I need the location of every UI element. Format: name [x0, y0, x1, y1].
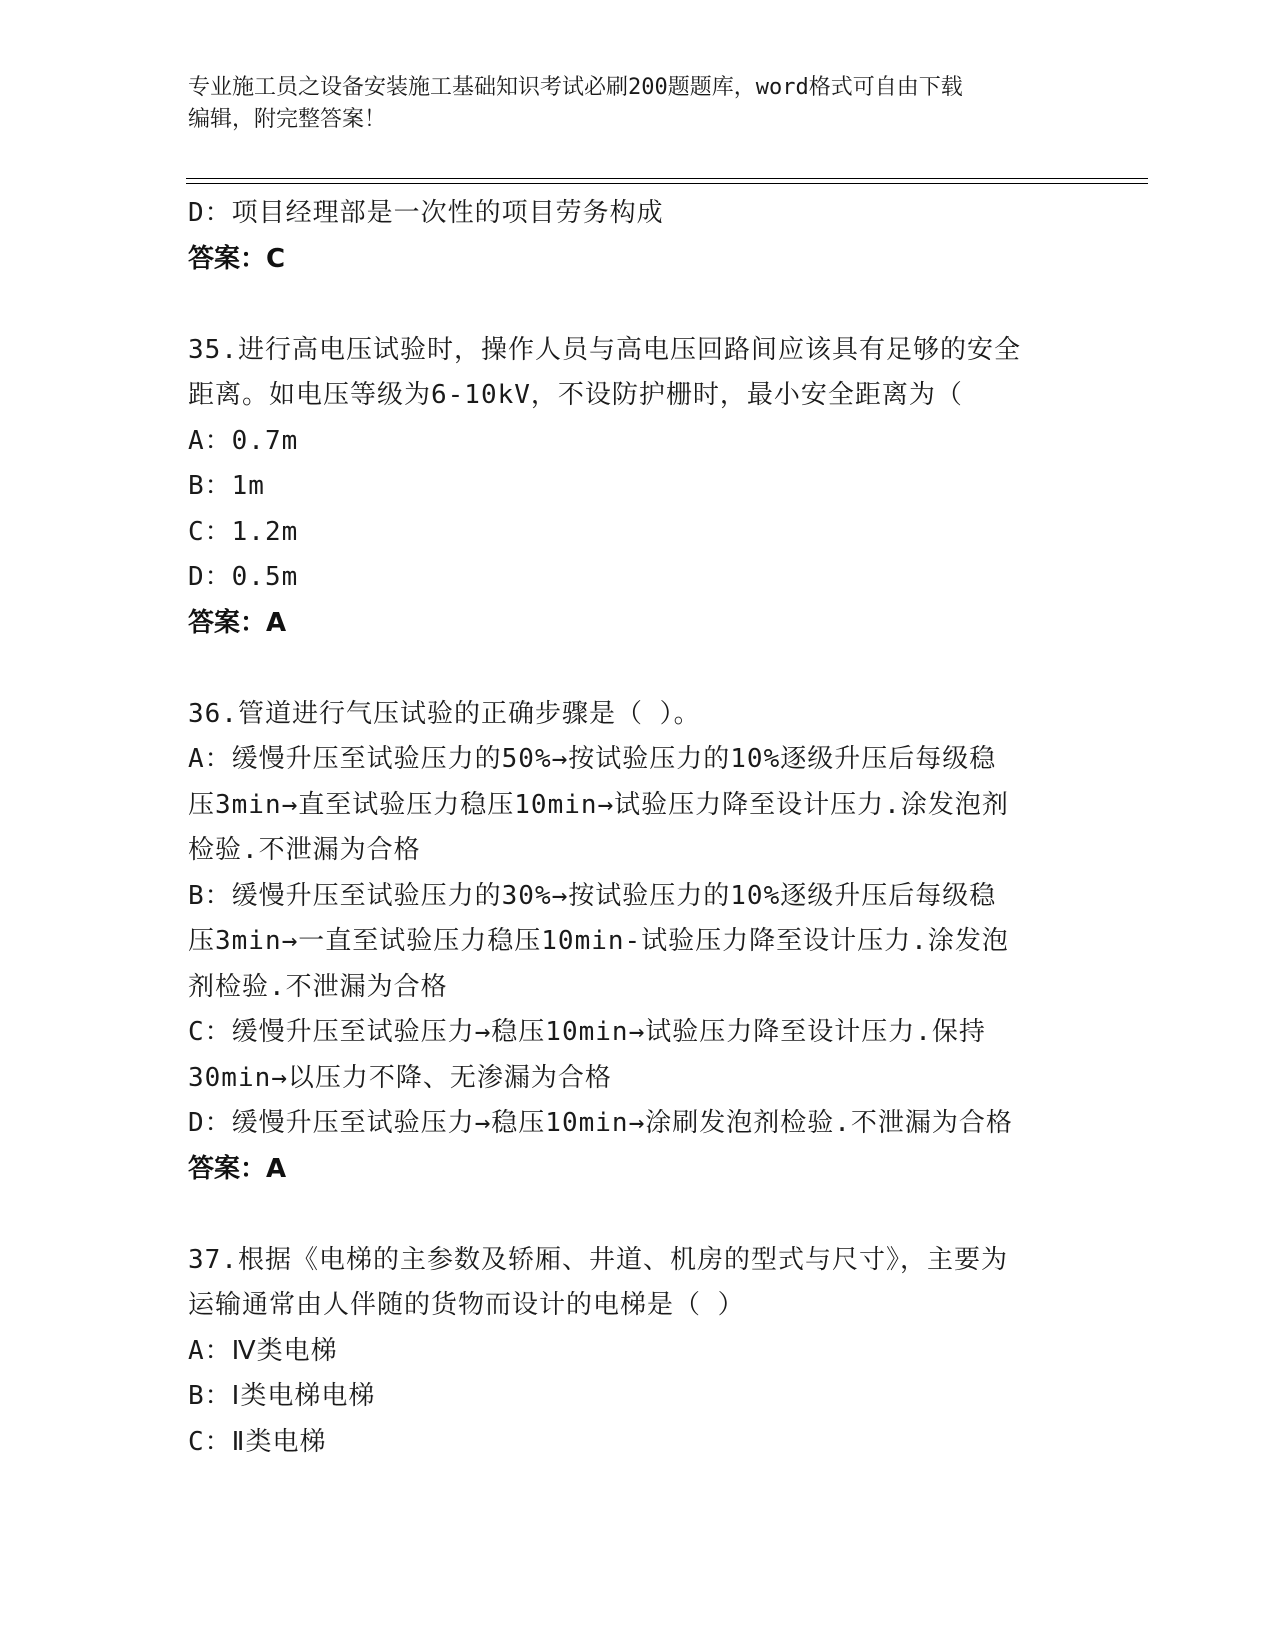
option-b-continued: 压3min→一直至试验压力稳压10min-试验压力降至设计压力.涂发泡	[188, 926, 1009, 956]
question-37	[188, 1238, 1088, 1466]
spacer	[188, 646, 1088, 692]
header-divider-top	[186, 178, 1148, 179]
spacer	[188, 1192, 1088, 1238]
option-a: A：Ⅳ类电梯	[188, 1335, 338, 1366]
question-stem: 37.根据《电梯的主参数及轿厢、井道、机房的型式与尺寸》，主要为	[188, 1244, 1008, 1275]
answer-line: 答案：A	[188, 1153, 287, 1184]
question-content	[188, 191, 1088, 1465]
option-c: C：Ⅱ类电梯	[188, 1426, 327, 1457]
answer-line: 答案：C	[188, 243, 286, 274]
header-divider-bottom	[186, 183, 1148, 184]
option-b: B：1m	[188, 471, 265, 501]
option-b: B：Ⅰ类电梯电梯	[188, 1381, 376, 1411]
header-title-line-2: 编辑，附完整答案！	[188, 107, 387, 132]
option-a: A：缓慢升压至试验压力的50%→按试验压力的10%逐级升压后每级稳	[188, 744, 997, 774]
option-b: B：缓慢升压至试验压力的30%→按试验压力的10%逐级升压后每级稳	[188, 880, 997, 911]
option-c: C：1.2m	[188, 516, 299, 547]
question-36	[188, 692, 1088, 1193]
option-c: C：缓慢升压至试验压力→稳压10min→试验压力降至设计压力.保持	[188, 1017, 986, 1047]
header-title-line-1: 专业施工员之设备安装施工基础知识考试必刷200题题库，word格式可自由下载	[188, 75, 963, 100]
option-b-continued: 剂检验.不泄漏为合格	[188, 971, 448, 1002]
page-header	[188, 72, 1088, 136]
option-a-continued: 压3min→直至试验压力稳压10min→试验压力降至设计压力.涂发泡剂	[188, 789, 1009, 820]
option-d: D：缓慢升压至试验压力→稳压10min→涂刷发泡剂检验.不泄漏为合格	[188, 1108, 1013, 1138]
question-stem: 36.管道进行气压试验的正确步骤是（ ）。	[188, 698, 701, 729]
question-stem: 运输通常由人伴随的货物而设计的电梯是（ ）	[188, 1290, 745, 1320]
spacer	[188, 282, 1088, 328]
option-d: D：项目经理部是一次性的项目劳务构成	[188, 198, 664, 228]
question-35	[188, 328, 1088, 647]
question-stem: 35.进行高电压试验时，操作人员与高电压回路间应该具有足够的安全	[188, 334, 1021, 365]
option-a: A：0.7m	[188, 425, 299, 456]
previous-question-tail	[188, 191, 1088, 282]
option-a-continued: 检验.不泄漏为合格	[188, 835, 421, 865]
option-d: D：0.5m	[188, 562, 299, 592]
question-stem: 距离。如电压等级为6-10kV，不设防护栅时，最小安全距离为（	[188, 380, 963, 410]
answer-line: 答案：A	[188, 607, 287, 638]
option-c-continued: 30min→以压力不降、无渗漏为合格	[188, 1062, 612, 1093]
